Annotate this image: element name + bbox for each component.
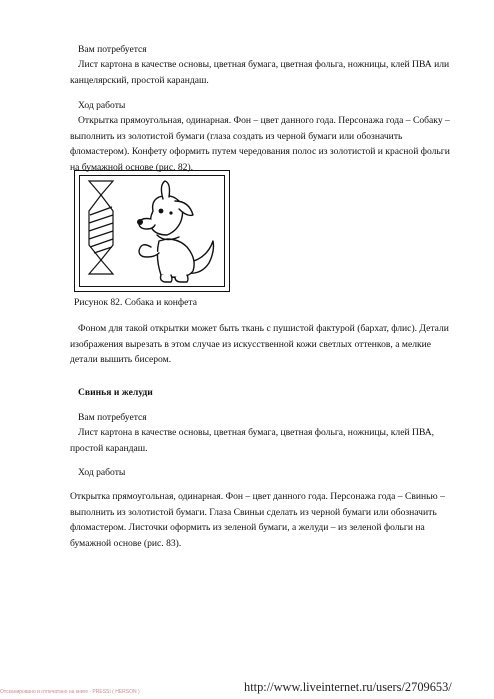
footer-url-link[interactable]: http://www.liveinternet.ru/users/2709653/ <box>244 680 452 694</box>
dog-and-candy-illustration <box>75 171 231 293</box>
process-text: Открытка прямоугольная, одинарная. Фон – цвет данного года. Персонажа года – Собаку – выполнить из золотистой бумаги (глаза создать из черной бумаги или обозначить фломастером). Конфету оформить путем чередования полос из золотистой и красной фольги на бумажной основе (рис. 82). <box>70 115 450 173</box>
dog-icon <box>139 181 214 282</box>
process-heading-2: Ход работы <box>78 467 126 478</box>
needs-heading: Вам потребуется <box>78 44 147 55</box>
section-title: Свинья и желуди <box>78 387 153 398</box>
process-heading: Ход работы <box>78 100 126 111</box>
dog-nose-icon <box>137 219 143 225</box>
process-text-2: Открытка прямоугольная, одинарная. Фон – цвет данного года. Персонажа года – Свинью – выполнить из золотистой бумаги. Глаза Свиньи сделать из черной бумаги или обозначить фломастером. Листочки оформить из зеленой бумаги, а желуди – из зеленой фольги на бумажной основе (рис. 83). <box>70 491 445 549</box>
needs-text-2: Лист картона в качестве основы, цветная бумага, цветная фольга, ножницы, клей ПВА, простой карандаш. <box>70 427 435 454</box>
needs-heading-2: Вам потребуется <box>78 412 147 423</box>
dog-eye-icon <box>159 209 164 214</box>
candy-icon <box>89 181 113 274</box>
needs-text: Лист картона в качестве основы, цветная бумага, цветная фольга, ножницы, клей ПВА или канцелярский, простой карандаш. <box>70 59 450 86</box>
footer-watermark: Отсканировано и отпечатано на книге · PRESSI ( HERSON ) <box>0 689 140 695</box>
figure-dog-and-candy <box>74 170 230 292</box>
figure-caption: Рисунок 82. Собака и конфета <box>74 297 197 308</box>
note-text: Фоном для такой открытки может быть ткань с пушистой фактурой (бархат, флис). Детали изображения вырезать в этом случае из искусственной кожи светлых оттенков, а мелкие детали вышить бисером. <box>70 323 449 366</box>
